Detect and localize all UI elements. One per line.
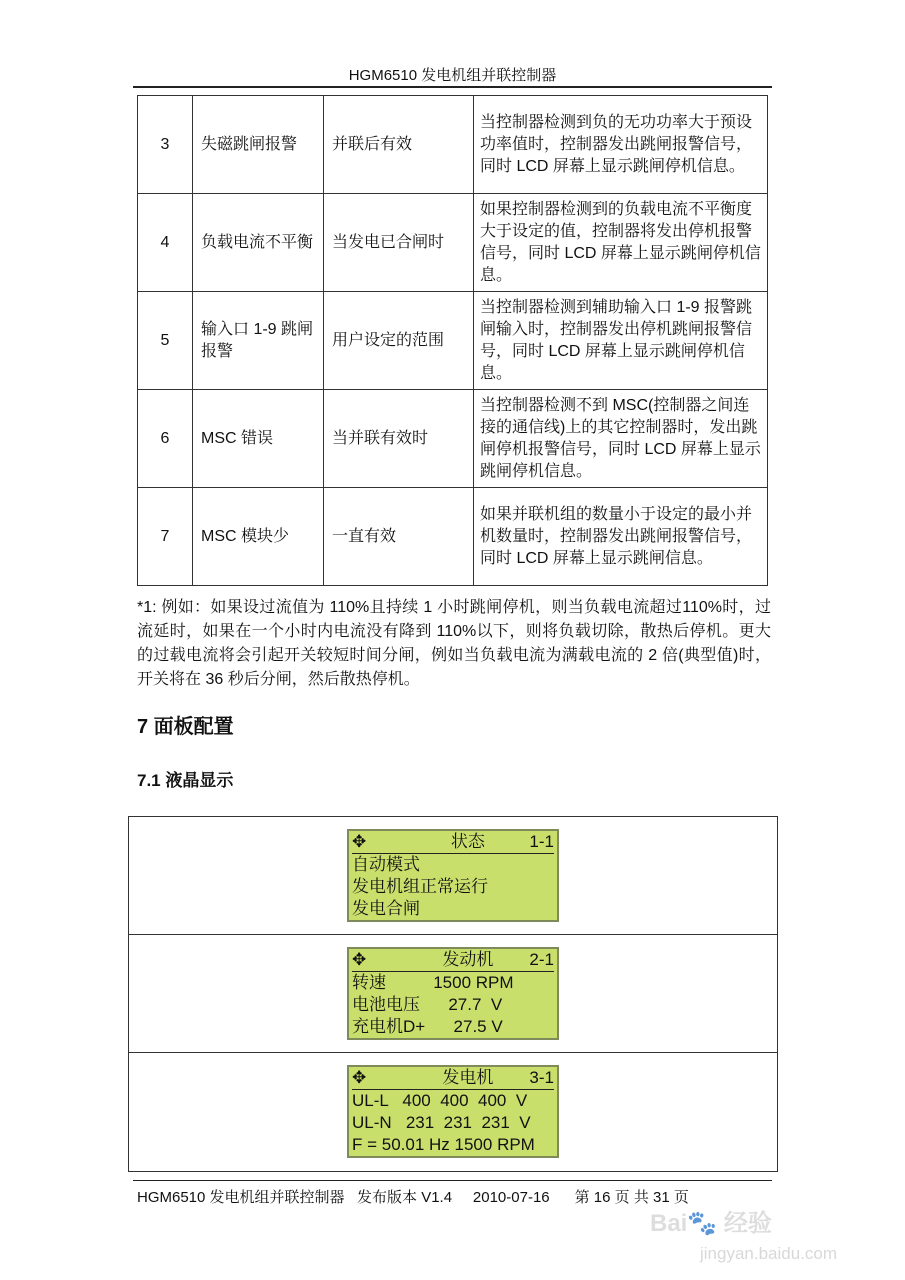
lcd-line: 发电机组正常运行 bbox=[352, 877, 488, 896]
row-number: 3 bbox=[138, 96, 193, 194]
alarm-description: 当控制器检测不到 MSC(控制器之间连接的通信线)上的其它控制器时，发出跳闸停机报警信号，同时 LCD 屏幕上显示跳闸停机信息。 bbox=[474, 390, 768, 488]
page-header: HGM6510 发电机组并联控制器 bbox=[348, 67, 557, 84]
alarm-name: MSC 模块少 bbox=[193, 488, 324, 586]
lcd-page: 3-1 bbox=[529, 1068, 554, 1087]
lcd-screens-table bbox=[128, 816, 778, 1172]
alarm-name: 失磁跳闸报警 bbox=[193, 96, 324, 194]
page-body bbox=[137, 95, 771, 1172]
lcd-title-bar bbox=[352, 949, 554, 972]
lcd-page: 1-1 bbox=[529, 832, 554, 851]
lcd-line: UL-L 400 400 400 V bbox=[352, 1091, 528, 1110]
alarm-description: 如果并联机组的数量小于设定的最小并机数量时，控制器发出跳闸报警信号，同时 LCD 屏幕上显示跳闸信息。 bbox=[474, 488, 768, 586]
footer-divider bbox=[133, 1180, 772, 1181]
row-number: 5 bbox=[138, 292, 193, 390]
row-number: 7 bbox=[138, 488, 193, 586]
table-row bbox=[138, 390, 768, 488]
alarm-name: 输入口 1-9 跳闸报警 bbox=[193, 292, 324, 390]
valid-range: 并联后有效 bbox=[324, 96, 474, 194]
lcd-line: 充电机D+ 27.5 V bbox=[352, 1017, 503, 1036]
table-row bbox=[138, 292, 768, 390]
alarm-description: 当控制器检测到辅助输入口 1-9 报警跳闸输入时，控制器发出停机跳闸报警信号，同时 LCD 屏幕上显示跳闸停机信息。 bbox=[474, 292, 768, 390]
lcd-line: 电池电压 27.7 V bbox=[352, 995, 503, 1014]
page-footer: HGM6510 发电机组并联控制器 发布版本 V1.4 2010-07-16 第 16 页 共 31 页 bbox=[137, 1189, 689, 1206]
watermark-logo: Bai🐾 经验 bbox=[650, 1210, 772, 1237]
lcd-line: 发电合闸 bbox=[352, 899, 420, 918]
table-row bbox=[138, 194, 768, 292]
lcd-screen bbox=[347, 829, 559, 922]
lcd-screen bbox=[347, 1065, 559, 1158]
valid-range: 当发电已合闸时 bbox=[324, 194, 474, 292]
footnote: *1: 例如：如果设过流值为 110%且持续 1 小时跳闸停机，则当负载电流超过110%时，过流延时，如果在一个小时内电流没有降到 110%以下，则将负载切除，散热后停机。更大的过载电流将会引起开关较短时间分闸，例如当负载电流为满载电流的 2 倍(典型值)时，开关将在 36 秒后分闸，然后散热停机。 bbox=[137, 599, 771, 688]
valid-range: 用户设定的范围 bbox=[324, 292, 474, 390]
row-number: 6 bbox=[138, 390, 193, 488]
alarm-name: 负载电流不平衡 bbox=[193, 194, 324, 292]
lcd-line: UL-N 231 231 231 V bbox=[352, 1113, 531, 1132]
lcd-line: 转速 1500 RPM bbox=[352, 973, 514, 992]
navigate-arrows-icon: ✥ bbox=[352, 1068, 367, 1087]
alarm-description: 当控制器检测到负的无功功率大于预设功率值时，控制器发出跳闸报警信号，同时 LCD 屏幕上显示跳闸停机信息。 bbox=[474, 96, 768, 194]
valid-range: 一直有效 bbox=[324, 488, 474, 586]
subsection-title: 7.1 液晶显示 bbox=[137, 771, 234, 790]
lcd-row bbox=[129, 1053, 777, 1171]
lcd-screen bbox=[347, 947, 559, 1040]
lcd-title: 状态 bbox=[450, 832, 485, 851]
section-title: 7 面板配置 bbox=[137, 716, 234, 738]
lcd-line: 自动模式 bbox=[352, 855, 420, 874]
lcd-title-bar bbox=[352, 831, 554, 854]
valid-range: 当并联有效时 bbox=[324, 390, 474, 488]
header-divider bbox=[133, 86, 772, 88]
lcd-title: 发动机 bbox=[442, 950, 494, 969]
alarm-description: 如果控制器检测到的负载电流不平衡度大于设定的值，控制器将发出停机报警信号，同时 LCD 屏幕上显示跳闸停机信息。 bbox=[474, 194, 768, 292]
row-number: 4 bbox=[138, 194, 193, 292]
lcd-page: 2-1 bbox=[529, 950, 554, 969]
navigate-arrows-icon: ✥ bbox=[352, 832, 367, 851]
table-row bbox=[138, 96, 768, 194]
lcd-title: 发电机 bbox=[442, 1068, 494, 1087]
lcd-title-bar bbox=[352, 1067, 554, 1090]
table-row bbox=[138, 488, 768, 586]
navigate-arrows-icon: ✥ bbox=[352, 950, 367, 969]
lcd-row bbox=[129, 817, 777, 935]
lcd-row bbox=[129, 935, 777, 1053]
alarm-name: MSC 错误 bbox=[193, 390, 324, 488]
protection-table bbox=[137, 95, 768, 586]
watermark-url: jingyan.baidu.com bbox=[700, 1244, 838, 1263]
lcd-line: F = 50.01 Hz 1500 RPM bbox=[352, 1135, 535, 1154]
